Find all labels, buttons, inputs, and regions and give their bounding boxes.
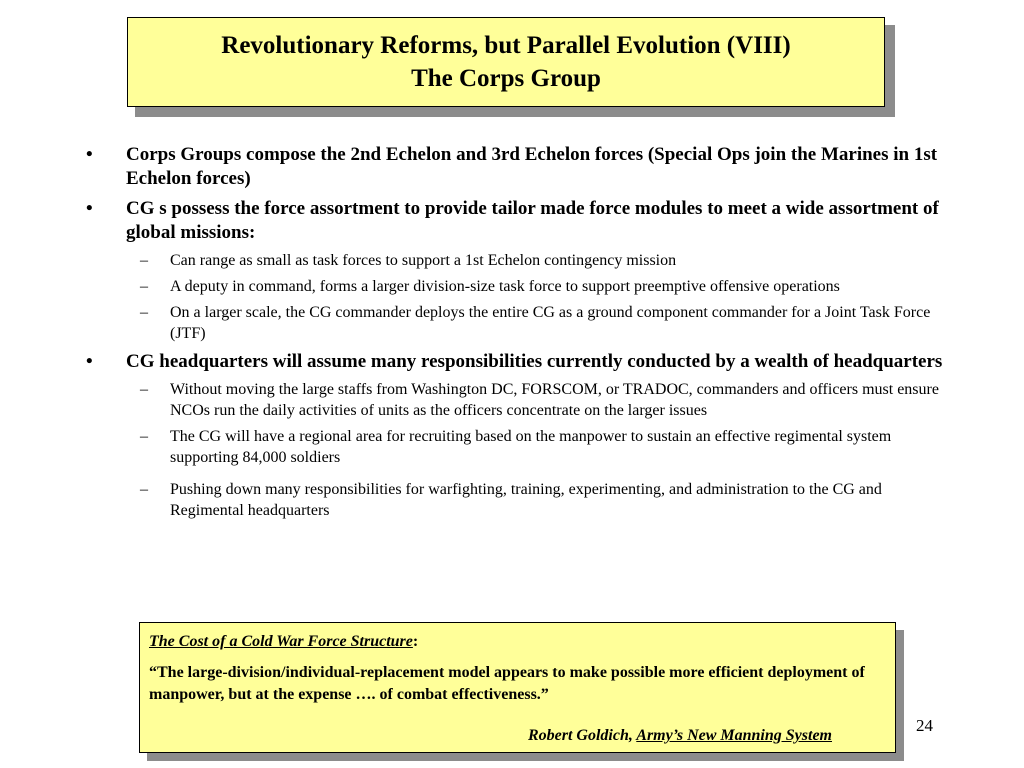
- quote-heading-colon: :: [412, 633, 419, 650]
- bullet-mark: •: [86, 144, 93, 165]
- sub-bullet-text: Pushing down many responsibilities for warfighting, training, experimenting, and administration to the CG and Regimental headquarters: [170, 481, 882, 519]
- sub-bullet-item: [86, 479, 946, 521]
- quote-source: Army’s New Manning System: [636, 727, 832, 744]
- quote-heading: The Cost of a Cold War Force Structure: [149, 633, 413, 650]
- sub-bullet-mark: –: [140, 304, 148, 321]
- bullet-text: CG s possess the force assortment to provide tailor made force modules to meet a wide assortment of global missions:: [126, 198, 939, 243]
- bullet-item: [86, 350, 946, 374]
- sub-bullet-mark: –: [140, 481, 148, 498]
- page-number: 24: [916, 716, 933, 735]
- bullet-item: [86, 143, 946, 191]
- sub-bullet-text: A deputy in command, forms a larger division-size task force to support preemptive offensive operations: [170, 278, 840, 295]
- bullet-mark: •: [86, 351, 93, 372]
- slide-title-line1: Revolutionary Reforms, but Parallel Evolution (VIII): [221, 32, 791, 59]
- sub-bullet-mark: –: [140, 381, 148, 398]
- bullet-text: Corps Groups compose the 2nd Echelon and 3rd Echelon forces (Special Ops join the Marines in 1st Echelon forces): [126, 144, 938, 189]
- sub-bullet-text: Can range as small as task forces to support a 1st Echelon contingency mission: [170, 252, 677, 269]
- sub-bullet-item: [86, 276, 946, 297]
- bullet-item: [86, 197, 946, 245]
- sub-bullet-text: On a larger scale, the CG commander deploys the entire CG as a ground component commander for a Joint Task Force (JTF): [170, 304, 931, 342]
- sub-bullet-item: [86, 250, 946, 271]
- sub-bullet-text: Without moving the large staffs from Washington DC, FORSCOM, or TRADOC, commanders and officers must ensure NCOs run the daily activities of units as the officers concentrate on the larger issues: [170, 381, 939, 419]
- bullet-list: [86, 143, 946, 521]
- bullet-mark: •: [86, 198, 93, 219]
- sub-bullet-mark: –: [140, 428, 148, 445]
- title-box: [127, 17, 885, 107]
- quote-attribution: [528, 725, 832, 747]
- sub-bullet-text: The CG will have a regional area for recruiting based on the manpower to sustain an effective regimental system supporting 84,000 soldiers: [170, 428, 892, 466]
- quote-heading-line: [149, 631, 885, 653]
- quote-text: “The large-division/individual-replacement model appears to make possible more efficient deployment of manpower, but at the expense …. of combat effectiveness.”: [149, 664, 865, 703]
- sub-bullet-item: [86, 302, 946, 344]
- sub-bullet-mark: –: [140, 252, 148, 269]
- sub-bullet-mark: –: [140, 278, 148, 295]
- sub-bullet-item: [86, 426, 946, 468]
- slide-title-line2: The Corps Group: [411, 65, 601, 92]
- sub-bullet-item: [86, 379, 946, 421]
- bullet-text: CG headquarters will assume many responsibilities currently conducted by a wealth of headquarters: [126, 351, 943, 372]
- quote-box: [139, 622, 896, 753]
- quote-author: Robert Goldich,: [527, 727, 637, 744]
